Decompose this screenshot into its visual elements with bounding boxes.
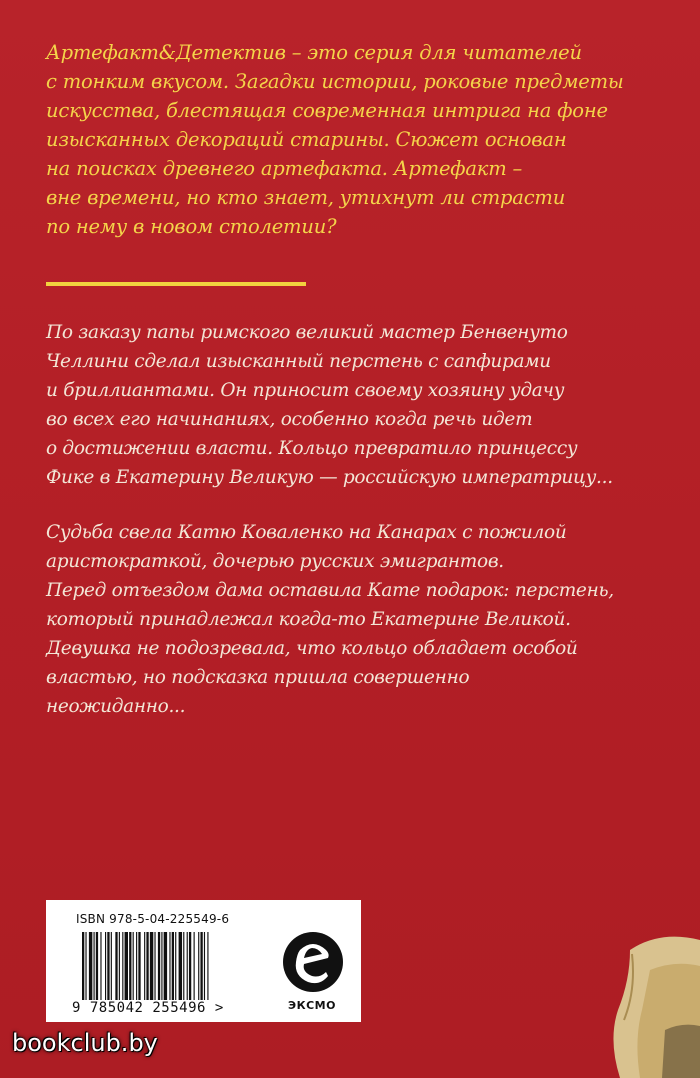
synopsis-line: во всех его начинаниях, особенно когда речь идет bbox=[46, 409, 533, 430]
yellow-divider bbox=[46, 282, 306, 286]
publisher-name: ЭКСМО bbox=[288, 999, 336, 1012]
synopsis-paragraph-2 bbox=[46, 518, 646, 721]
series-description bbox=[46, 38, 646, 241]
synopsis-line: неожиданно... bbox=[46, 696, 186, 717]
intro-line: на поисках древнего артефакта. Артефакт – bbox=[46, 157, 523, 180]
intro-line: по нему в новом столетии? bbox=[46, 215, 337, 238]
synopsis-line: и бриллиантами. Он приносит своему хозяину удачу bbox=[46, 380, 565, 401]
barcode-bars bbox=[82, 932, 272, 1000]
intro-line: изысканных декораций старины. Сюжет основан bbox=[46, 128, 567, 151]
isbn-text: ISBN 978-5-04-225549-6 bbox=[76, 912, 230, 926]
parchment-scroll-icon bbox=[590, 930, 700, 1078]
eksmo-logo-icon bbox=[278, 926, 348, 1010]
synopsis-line: По заказу папы римского великий мастер Бенвенуто bbox=[46, 322, 568, 343]
synopsis-line: Фике в Екатерину Великую — российскую императрицу... bbox=[46, 467, 613, 488]
synopsis-line: властью, но подсказка пришла совершенно bbox=[46, 667, 470, 688]
synopsis-line: Судьба свела Катю Коваленко на Канарах с пожилой bbox=[46, 522, 567, 543]
synopsis-line: аристократкой, дочерью русских эмигрантов. bbox=[46, 551, 504, 572]
synopsis-line: Челлини сделал изысканный перстень с сапфирами bbox=[46, 351, 551, 372]
synopsis-paragraph-1 bbox=[46, 318, 646, 492]
barcode-digits: 9 785042 255496 > bbox=[72, 1000, 224, 1016]
synopsis-line: Перед отъездом дама оставила Кате подарок: перстень, bbox=[46, 580, 614, 601]
synopsis-line: который принадлежал когда-то Екатерине Великой. bbox=[46, 609, 571, 630]
intro-line: вне времени, но кто знает, утихнут ли страсти bbox=[46, 186, 566, 209]
watermark-site-label: bookclub.by bbox=[12, 1029, 158, 1057]
synopsis-line: о достижении власти. Кольцо превратило принцессу bbox=[46, 438, 578, 459]
intro-line: с тонким вкусом. Загадки истории, роковые предметы bbox=[46, 70, 624, 93]
intro-line: Артефакт&Детектив – это серия для читателей bbox=[46, 41, 582, 64]
barcode-panel bbox=[46, 900, 361, 1022]
synopsis-line: Девушка не подозревала, что кольцо обладает особой bbox=[46, 638, 578, 659]
intro-line: искусства, блестящая современная интрига на фоне bbox=[46, 99, 608, 122]
